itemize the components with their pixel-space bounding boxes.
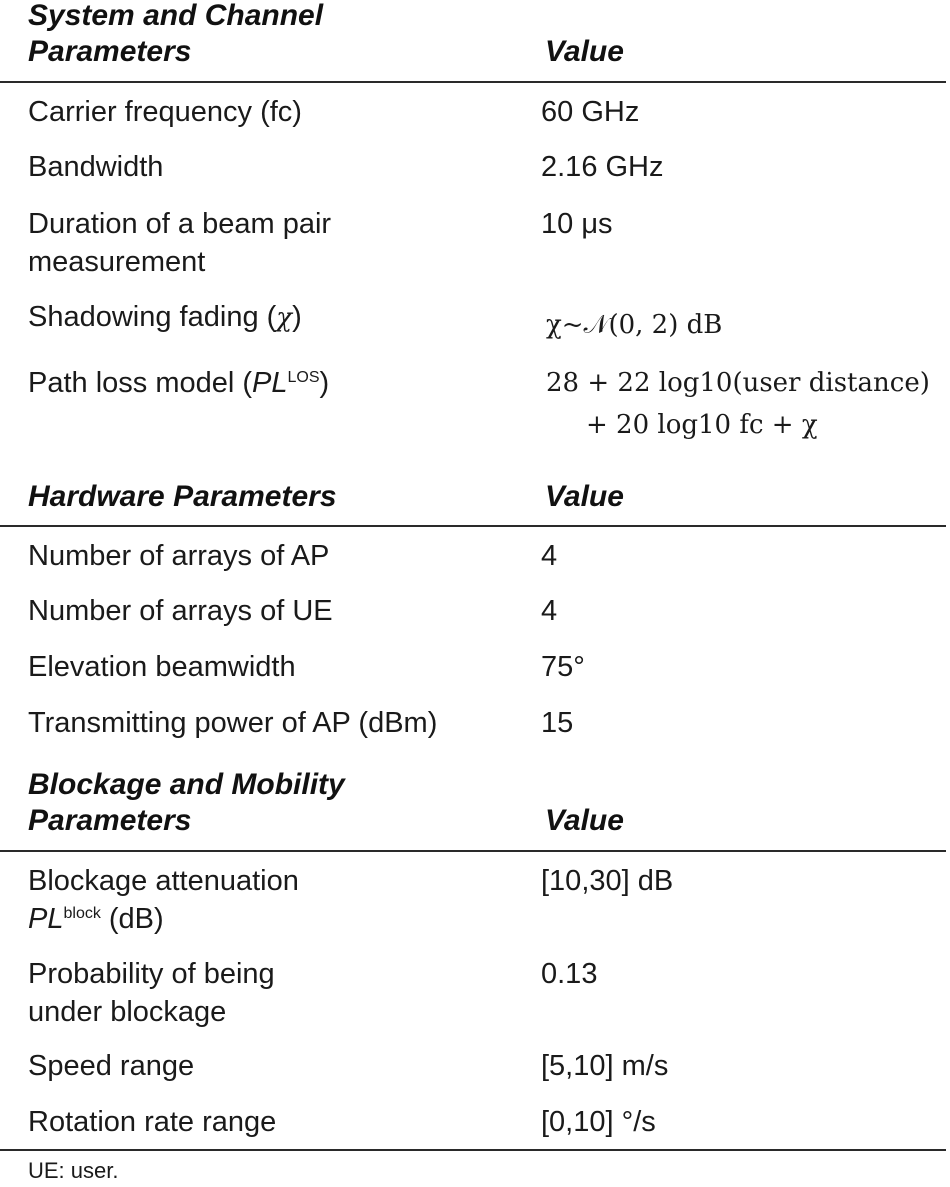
system-channel-header [28,0,323,70]
rule-system [0,81,946,83]
row-value-carrier-frequency: 60 GHz [541,96,640,128]
chi-symbol: χ [276,303,293,333]
rule-blockage [0,850,946,852]
row-value-rotation-rate: [0,10] °/s [541,1106,656,1138]
row-value-arrays-ap: 4 [541,540,558,572]
row-value-beam-duration: 10 μs [541,208,613,240]
blockage-attenuation-line1: Blockage attenuation [28,865,299,897]
blockage-attenuation-line2 [28,900,533,938]
hardware-value-header: Value [545,480,624,513]
system-value-header: Value [545,35,624,68]
blockage-header-line1: Blockage and Mobility [28,768,345,801]
table-footnote: UE: user. [28,1158,119,1183]
row-value-blockage-probability: 0.13 [541,958,598,990]
path-loss-formula-line1: 28 + 22 log10(user distance) [546,368,930,398]
row-value-arrays-ue: 4 [541,595,558,627]
row-label-carrier-frequency: Carrier frequency (fc) [28,96,302,128]
row-label-arrays-ue: Number of arrays of UE [28,595,333,627]
system-header-line1: System and Channel [28,0,324,32]
pl-los-superscript: LOS [287,369,320,386]
row-label-tx-power: Transmitting power of AP (dBm) [28,707,438,739]
row-value-path-loss [546,364,950,444]
path-loss-formula-line2: + 20 log10 fc + χ [586,410,818,440]
row-label-path-loss [28,364,533,402]
beam-duration-line2: measurement [28,246,206,278]
pl-block-symbol: PL [28,903,64,935]
blockage-probability-line2: under blockage [28,996,227,1028]
row-value-bandwidth: 2.16 GHz [541,151,664,183]
row-value-shadowing: χ~𝒩(0, 2) dB [546,310,723,340]
blockage-header-line2: Parameters [28,804,192,837]
rule-hardware [0,525,946,527]
rule-bottom [0,1149,946,1151]
system-header-line2: Parameters [28,35,192,68]
path-loss-label-close: ) [319,367,330,399]
row-value-speed-range: [5,10] m/s [541,1050,669,1082]
blockage-mobility-header [28,767,345,839]
beam-duration-line1: Duration of a beam pair [28,208,332,240]
pl-block-superscript: block [63,905,101,922]
blockage-value-header: Value [545,804,624,837]
row-label-blockage-attenuation [28,862,533,938]
path-loss-label-text: Path loss model ( [28,367,253,399]
shadowing-label-close: ) [292,301,302,333]
row-label-arrays-ap: Number of arrays of AP [28,540,330,572]
blockage-attenuation-unit: (dB) [100,903,164,935]
row-value-tx-power: 15 [541,707,574,739]
row-value-elevation: 75° [541,651,585,683]
row-label-elevation: Elevation beamwidth [28,651,296,683]
row-label-bandwidth: Bandwidth [28,151,164,183]
pl-symbol: PL [252,367,288,399]
row-label-beam-duration [28,205,533,281]
hardware-header: Hardware Parameters [28,480,337,513]
row-value-blockage-attenuation: [10,30] dB [541,865,674,897]
row-label-shadowing [28,298,533,337]
row-label-blockage-probability [28,955,533,1031]
blockage-probability-line1: Probability of being [28,958,275,990]
row-label-rotation-rate: Rotation rate range [28,1106,277,1138]
row-label-speed-range: Speed range [28,1050,195,1082]
shadowing-label-text: Shadowing fading ( [28,301,277,333]
